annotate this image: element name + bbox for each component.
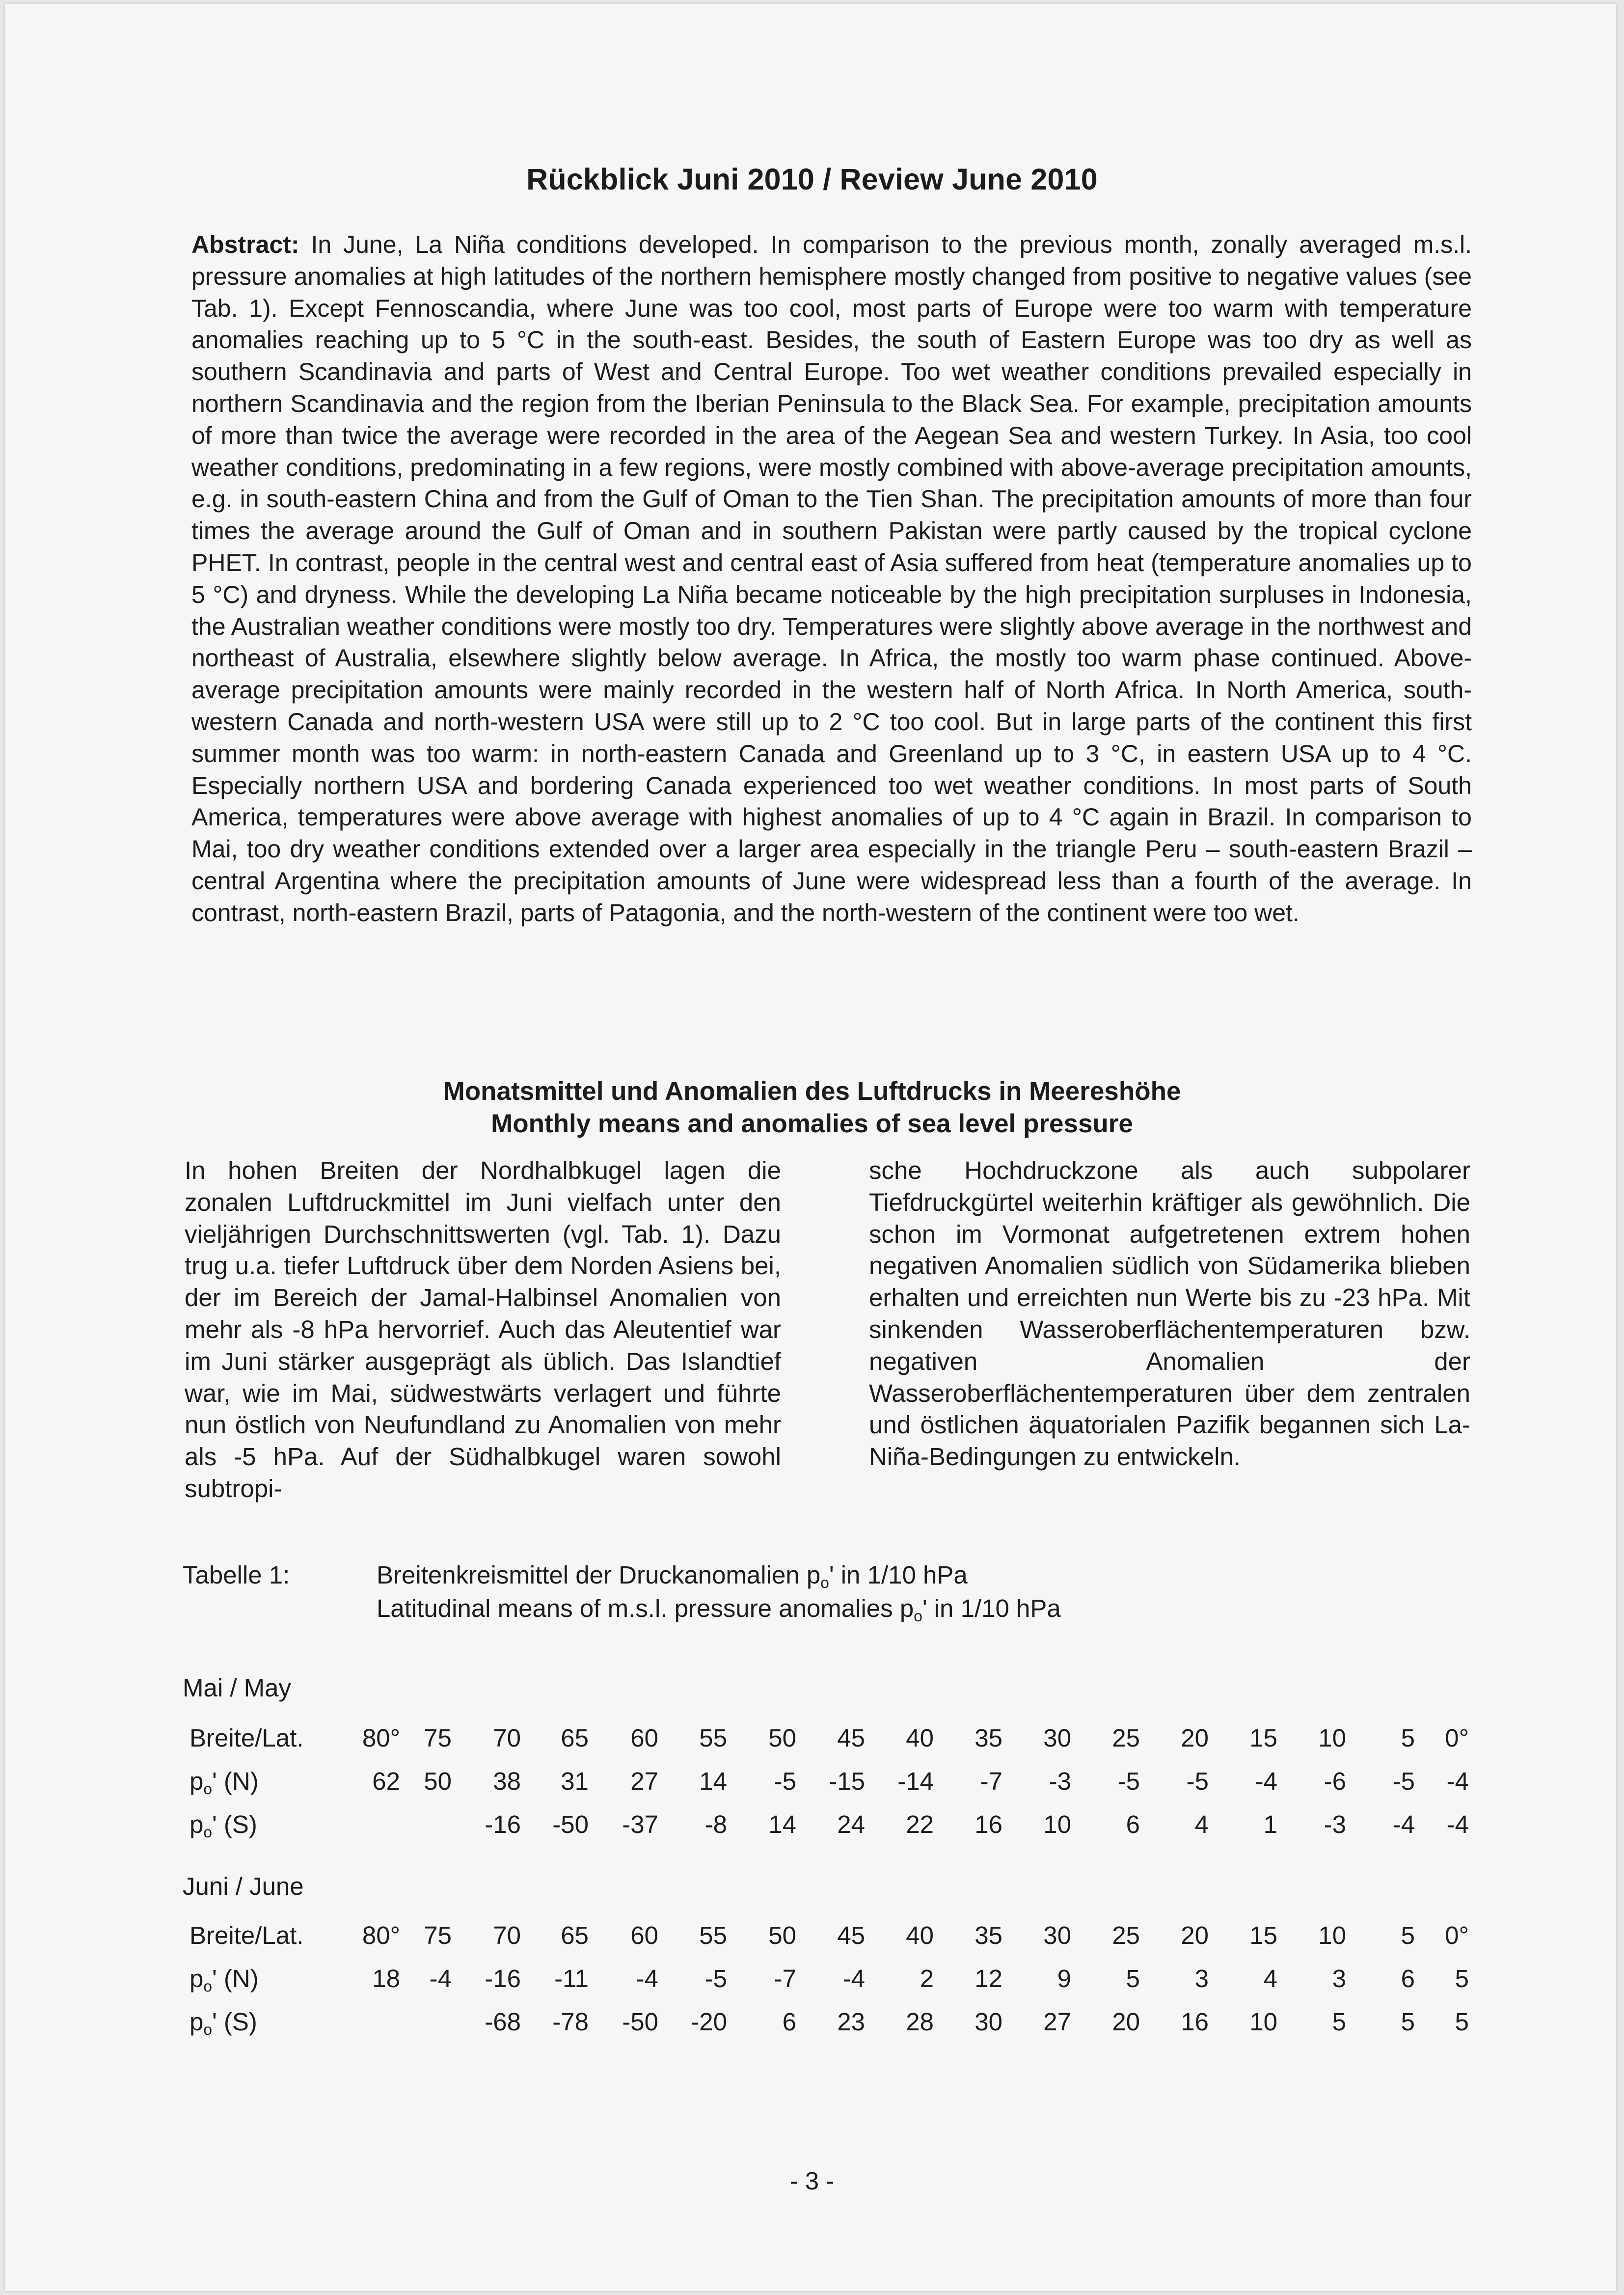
- row-label: $p_o'$ (N): [189, 1767, 259, 1798]
- table-cell: 10: [1318, 1921, 1346, 1949]
- table-cell: 14: [699, 1767, 727, 1795]
- table-cell: 50: [768, 1724, 796, 1752]
- table-cell: 14: [768, 1810, 796, 1838]
- table-cell: 20: [1181, 1921, 1209, 1949]
- table-cell: 3: [1332, 1965, 1346, 1993]
- abstract-label: Abstract:: [191, 231, 299, 258]
- table-cell: 15: [1249, 1724, 1277, 1752]
- table-row: [0, 1964, 1624, 1998]
- table-cell: -4: [429, 1965, 452, 1993]
- table-cell: 9: [1057, 1965, 1071, 1993]
- table-cell: 4: [1263, 1965, 1277, 1993]
- table-cell: 70: [493, 1724, 521, 1752]
- table-cell: 80°: [362, 1921, 400, 1949]
- table-cell: 20: [1181, 1724, 1209, 1752]
- table-cell: -4: [842, 1965, 865, 1993]
- table-cell: 23: [837, 2008, 865, 2036]
- table-cell: -3: [1049, 1767, 1071, 1795]
- table-cell: -15: [829, 1767, 865, 1795]
- section-title-en: Monthly means and anomalies of sea level pressure: [491, 1109, 1133, 1138]
- section-title-de: Monatsmittel und Anomalien des Luftdrucks in Meereshöhe: [443, 1077, 1181, 1106]
- table-cell: 30: [1043, 1724, 1071, 1752]
- table-cell: 27: [1043, 2008, 1071, 2036]
- table-cell: 5: [1126, 1965, 1140, 1993]
- table-cell: -7: [980, 1767, 1002, 1795]
- table-cell: -78: [552, 2008, 589, 2036]
- table-cell: 30: [974, 2008, 1002, 2036]
- table-cell: -4: [1446, 1767, 1469, 1795]
- table-cell: 45: [837, 1724, 865, 1752]
- abstract: [191, 229, 1472, 929]
- table-cell: -37: [622, 1810, 658, 1838]
- table-cell: 5: [1401, 2008, 1415, 2036]
- table-cell: 35: [974, 1724, 1002, 1752]
- table-cell: 28: [906, 2008, 934, 2036]
- table-cell: -5: [1117, 1767, 1140, 1795]
- table-cell: 35: [974, 1921, 1002, 1949]
- table-cell: -4: [1446, 1810, 1469, 1838]
- table-cell: 50: [768, 1921, 796, 1949]
- table-cell: 55: [699, 1724, 727, 1752]
- table-row: [0, 1767, 1624, 1801]
- table-cell: 50: [424, 1767, 452, 1795]
- table-cell: -5: [1186, 1767, 1209, 1795]
- table-cell: 80°: [362, 1724, 400, 1752]
- table-cell: 27: [630, 1767, 658, 1795]
- table-caption-en: Latitudinal means of m.s.l. pressure anomalies $p_o'$ in 1/10 hPa: [377, 1594, 1061, 1625]
- table-cell: 6: [1126, 1810, 1140, 1838]
- table-row: [0, 1723, 1624, 1758]
- table-cell: 65: [561, 1921, 589, 1949]
- table-cell: -16: [485, 1810, 521, 1838]
- table-cell: 4: [1194, 1810, 1209, 1838]
- table-cell: 18: [372, 1965, 400, 1993]
- table-cell: -14: [897, 1767, 934, 1795]
- table-cell: 60: [630, 1921, 658, 1949]
- table-cell: 16: [974, 1810, 1002, 1838]
- table-cell: 15: [1249, 1921, 1277, 1949]
- table-cell: 6: [782, 2008, 796, 2036]
- table-cell: -7: [774, 1965, 796, 1993]
- table-cell: -11: [554, 1965, 589, 1993]
- row-label: $p_o'$ (S): [189, 1810, 257, 1841]
- table-cell: 45: [837, 1921, 865, 1949]
- table-cell: -20: [691, 2008, 727, 2036]
- table-block-title: Mai / May: [183, 1674, 292, 1702]
- row-label: $p_o'$ (S): [189, 2008, 257, 2038]
- table-cell: 3: [1194, 1965, 1209, 1993]
- page-title: Rückblick Juni 2010 / Review June 2010: [526, 163, 1098, 196]
- table-cell: -5: [1392, 1767, 1415, 1795]
- table-cell: 12: [974, 1965, 1002, 1993]
- table-cell: 55: [699, 1921, 727, 1949]
- row-label: Breite/Lat.: [189, 1921, 304, 1949]
- table-cell: 0°: [1445, 1921, 1469, 1949]
- table-caption-de: Breitenkreismittel der Druckanomalien $p_o'$ in 1/10 hPa: [377, 1561, 968, 1591]
- table-cell: 10: [1043, 1810, 1071, 1838]
- table-cell: 5: [1401, 1921, 1415, 1949]
- table-cell: -50: [622, 2008, 658, 2036]
- table-row: [0, 2007, 1624, 2042]
- abstract-text: In June, La Niña conditions developed. In comparison to the previous month, zonally averaged m.s.l. pressure anomalies at high latitudes of the northern hemisphere mostly changed from positive to negative values (see Tab. 1). Except Fennoscandia, where June was too cool, most parts of Europe were too warm with temperature anomalies reaching up to 5 °C in the south-east. Besides, the south of Eastern Europe was too dry as well as southern Scandinavia and parts of West and Central Europe. Too wet weather conditions prevailed especially in northern Scandinavia and the region from the Iberian Peninsula to the Black Sea. For example, precipitation amounts of more than twice the average were recorded in the area of the Aegean Sea and western Turkey. In Asia, too cool weather conditions, predominating in a few regions, were mostly combined with above-average precipitation amounts, e.g. in south-eastern China and from the Gulf of Oman to the Tien Shan. The precipitation amounts of more than four times the average around the Gulf of Oman and in southern Pakistan were partly caused by the tropical cyclone PHET. In contrast, people in the central west and central east of Asia suffered from heat (temperature anomalies up to 5 °C) and dryness. While the developing La Niña became noticeable by the high precipitation surpluses in Indonesia, the Australian weather conditions were mostly too dry. Temperatures were slightly above average in the northwest and northeast of Australia, elsewhere slightly below average. In Africa, the mostly too warm phase continued. Above-average precipitation amounts were mainly recorded in the western half of North Africa. In North America, south-western Canada and north-western USA were still up to 2 °C too cool. But in large parts of the continent this first summer month was too warm: in north-eastern Canada and Greenland up to 3 °C, in eastern USA up to 4 °C. Especially northern USA and bordering Canada experienced too wet weather conditions. In most parts of South America, temperatures were above average with highest anomalies of up to 4 °C again in Brazil. In comparison to Mai, too dry weather conditions extended over a larger area especially in the triangle Peru – south-eastern Brazil – central Argentina where the precipitation amounts of June were widespread less than a fourth of the average. In contrast, north-eastern Brazil, parts of Patagonia, and the north-western of the continent were too wet.: [191, 231, 1472, 927]
- table-cell: 75: [424, 1921, 452, 1949]
- table-cell: 38: [493, 1767, 521, 1795]
- table-cell: 31: [561, 1767, 589, 1795]
- table-cell: -4: [1392, 1810, 1415, 1838]
- table-cell: 5: [1332, 2008, 1346, 2036]
- table-cell: -6: [1324, 1767, 1346, 1795]
- text-column-right: sche Hochdruckzone als auch subpolarer Tiefdruckgürtel weiterhin kräftiger als gewöhnlich. Die schon im Vormonat aufgetretenen extrem hohen negativen Anomalien südlich von Südamerika blieben erhalten und erreichten nun Werte bis zu -23 hPa. Mit sinkenden Wasseroberflächentemperaturen bzw. negativen Anomalien der Wasseroberflächentemperaturen über dem zentralen und östlichen äquatorialen Pazifik begannen sich La-Niña-Bedingungen zu entwickeln.: [869, 1156, 1470, 1471]
- table-cell: 5: [1401, 1724, 1415, 1752]
- table-cell: 10: [1318, 1724, 1346, 1752]
- table-cell: -5: [774, 1767, 796, 1795]
- table-row: [0, 1810, 1624, 1844]
- table-cell: 25: [1112, 1921, 1140, 1949]
- table-cell: 30: [1043, 1921, 1071, 1949]
- table-cell: -50: [552, 1810, 589, 1838]
- table-cell: 62: [372, 1767, 400, 1795]
- table-cell: 40: [906, 1724, 934, 1752]
- table-cell: 1: [1263, 1810, 1277, 1838]
- table-cell: -5: [704, 1965, 727, 1993]
- table-cell: 5: [1455, 1965, 1469, 1993]
- table-cell: 60: [630, 1724, 658, 1752]
- table-row: [0, 1921, 1624, 1955]
- table-cell: 0°: [1445, 1724, 1469, 1752]
- row-label: $p_o'$ (N): [189, 1965, 259, 1995]
- table-cell: 70: [493, 1921, 521, 1949]
- table-cell: 75: [424, 1724, 452, 1752]
- text-column-left: In hohen Breiten der Nordhalbkugel lagen die zonalen Luftdruckmittel im Juni vielfach unter den vieljährigen Durchschnittswerten (vgl. Tab. 1). Dazu trug u.a. tiefer Luftdruck über dem Norden Asiens bei, der im Bereich der Jamal-Halbinsel Anomalien von mehr als -8 hPa hervorrief. Auch das Aleutentief war im Juni stärker ausgeprägt als üblich. Das Islandtief war, wie im Mai, südwestwärts verlagert und führte nun östlich von Neufundland zu Anomalien von mehr als -5 hPa. Auf der Südhalbkugel waren sowohl subtropi-: [185, 1156, 781, 1503]
- table-cell: 16: [1181, 2008, 1209, 2036]
- row-label: Breite/Lat.: [189, 1724, 304, 1752]
- page-number: - 3 -: [789, 2167, 835, 2195]
- table-cell: -68: [485, 2008, 521, 2036]
- table-cell: 22: [906, 1810, 934, 1838]
- table-cell: 25: [1112, 1724, 1140, 1752]
- table-cell: 6: [1401, 1965, 1415, 1993]
- table-block-title: Juni / June: [183, 1872, 304, 1900]
- table-cell: -8: [704, 1810, 727, 1838]
- table-label: Tabelle 1:: [183, 1561, 290, 1589]
- table-cell: 5: [1455, 2008, 1469, 2036]
- table-cell: 65: [561, 1724, 589, 1752]
- table-cell: 2: [920, 1965, 934, 1993]
- table-cell: 20: [1112, 2008, 1140, 2036]
- table-cell: 10: [1249, 2008, 1277, 2036]
- table-cell: -3: [1324, 1810, 1346, 1838]
- table-cell: -4: [636, 1965, 658, 1993]
- table-cell: 24: [837, 1810, 865, 1838]
- table-cell: -4: [1255, 1767, 1277, 1795]
- table-cell: 40: [906, 1921, 934, 1949]
- table-cell: -16: [485, 1965, 521, 1993]
